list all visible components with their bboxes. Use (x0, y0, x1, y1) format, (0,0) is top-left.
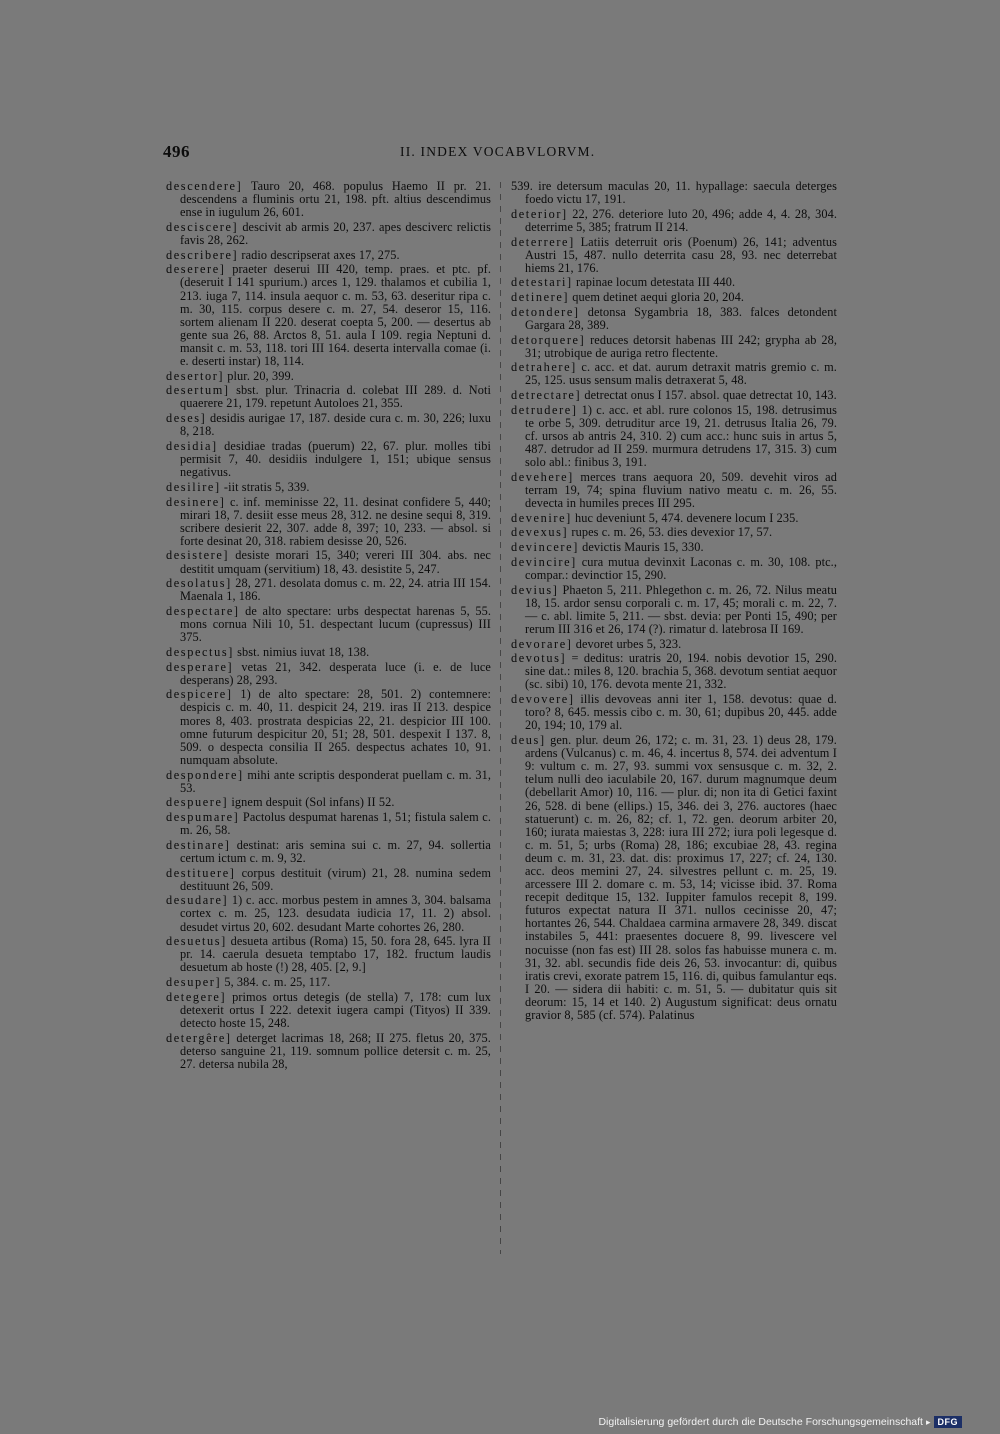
entry-headword: destituere] (166, 865, 236, 880)
dictionary-entry (511, 652, 837, 691)
dictionary-entry (511, 291, 837, 304)
entry-headword: detrectare] (511, 388, 582, 403)
entry-headword: devehere] (511, 469, 574, 484)
dictionary-entry (511, 306, 837, 332)
entry-text: desidis aurigae 17, 187. deside cura c. m. 30, 226; luxu 8, 218. (180, 411, 491, 439)
dictionary-entry (166, 549, 491, 575)
entry-text: ignem despuit (Sol infans) II 52. (231, 795, 395, 810)
entry-text: descivit ab armis 20, 237. apes desciverc relictis favis 28, 262. (180, 219, 491, 247)
left-column (166, 180, 491, 1073)
entry-text: reduces detorsit habenas III 242; grypha ab 28, 31; utrobique de auriga retro flectente. (525, 332, 837, 360)
dictionary-entry (166, 661, 491, 687)
entry-text: 1) c. acc. et abl. rure colonos 15, 198. detrusimus te orbe 5, 309. detruditur arce 19, 21. detrusus Italia 26, 79. cf. ursos ab antris 24, 310. 2) cum acc.: hunc suis in artus 5, 487. detrudor ad II 259. murmura detrudens 17, 315. 3) cum solo abl.: finibus 3, 191. (525, 402, 837, 470)
dictionary-entry (511, 556, 837, 582)
dictionary-entry (511, 584, 837, 636)
dictionary-entry (511, 334, 837, 360)
dictionary-entry (511, 734, 837, 1022)
page-number: 496 (163, 142, 190, 161)
entry-text: vetas 21, 342. desperata luce (i. e. de luce desperans) 28, 293. (180, 659, 491, 687)
entry-text: 22, 276. deteriore luto 20, 496; adde 4, 4. 28, 304. deterrime 5, 385; fratrum II 214. (525, 206, 837, 234)
entry-headword: detrudere] (511, 402, 578, 417)
entry-text: sbst. nimius iuvat 18, 138. (237, 644, 370, 659)
dictionary-entry (166, 605, 491, 644)
entry-text: -iit stratis 5, 339. (223, 479, 310, 494)
dictionary-entry (511, 389, 837, 402)
entry-headword: devincere] (511, 540, 579, 555)
dictionary-entry (166, 221, 491, 247)
dictionary-entry (166, 1032, 491, 1071)
dfg-logo: DFG (934, 1416, 963, 1428)
entry-text: devictis Mauris 15, 330. (582, 540, 704, 555)
footer-credit (598, 1416, 962, 1428)
dictionary-entry (166, 496, 491, 548)
entry-text: c. acc. et dat. aurum detraxit matris gremio c. m. 25, 125. usus sensum malis detraxerat 5, 48. (525, 360, 837, 388)
dictionary-entry (166, 249, 491, 262)
dictionary-entry (166, 796, 491, 809)
column-rule (500, 182, 501, 1254)
dictionary-entry (166, 370, 491, 383)
dictionary-entry (511, 512, 837, 525)
entry-text: sbst. plur. Trinacria d. colebat III 289. d. Noti quaerere 21, 179. repetunt Autoloes 21, 355. (180, 383, 491, 411)
entry-text: desueta artibus (Roma) 15, 50. fora 28, 645. lyra II pr. 14. caerula desueta temptabo 17, 182. fructum laudis desuetum ab hoste (!) 28, 405. [2, 9.] (180, 934, 491, 975)
dictionary-entry (166, 935, 491, 974)
entry-headword: desistere] (166, 548, 230, 563)
dictionary-entry (166, 180, 491, 219)
entry-text: primos ortus detegis (de stella) 7, 178: cum lux detexerit ortus I 222. detexit iugera campi (Tityos) II 339. detecto hoste 15, 248. (180, 989, 491, 1030)
dictionary-entry (511, 361, 837, 387)
dictionary-entry (511, 693, 837, 732)
dictionary-entry (511, 526, 837, 539)
dictionary-entry (166, 412, 491, 438)
entry-headword: descendere] (166, 179, 243, 193)
entry-headword: despuere] (166, 795, 229, 810)
dictionary-entry (166, 384, 491, 410)
entry-text: illis devoveas anni iter 1, 158. devotus: quae d. toro? 8, 645. messis cibo c. m. 30, 61; dupibus 20, 445. adde 20, 194; 10, 179 al. (525, 692, 837, 733)
entry-headword: despectare] (166, 604, 240, 619)
entry-headword: detondere] (511, 304, 580, 319)
entry-text: 539. ire detersum maculas 20, 11. hypallage: saecula deterges foedo victu 17, 191. (511, 179, 837, 207)
entry-text: 1) de alto spectare: 28, 501. 2) contemnere: despicis c. m. 40, 11. despicit 24, 219. iras II 213. despice mores 8, 403. prostrata despicias 22, 21. despicior III 100. omne futurum despicitur 20, 51; 28, 501. despexit I 137. 8, 509. o despecta consilia II 265. despectus achates 10, 91. numquam absolute. (180, 687, 491, 767)
entry-headword: deserere] (166, 262, 226, 277)
entry-headword: deus] (511, 733, 546, 748)
entry-text: 28, 271. desolata domus c. m. 22, 24. atria III 154. Maenala 1, 186. (180, 576, 491, 604)
entry-text: 5, 384. c. m. 25, 117. (224, 975, 331, 990)
entry-headword: devovere] (511, 692, 575, 707)
entry-headword: deterrere] (511, 234, 575, 249)
dictionary-entry (166, 263, 491, 368)
dictionary-entry (166, 577, 491, 603)
entry-headword: deses] (166, 411, 207, 426)
entry-headword: devincire] (511, 554, 577, 569)
entry-headword: despondere] (166, 767, 244, 782)
entry-text: Latiis deterruit oris (Poenum) 26, 141; adventus Austri 15, 487. nullo deterrita casu 28, 93. nec deterrebat hiems 21, 176. (525, 234, 837, 275)
dictionary-entry (166, 976, 491, 989)
entry-headword: deterior] (511, 206, 568, 221)
entry-text: devoret urbes 5, 323. (575, 636, 682, 651)
entry-text: desiste morari 15, 340; vereri III 304. abs. nec destitit umquam (servitium) 18, 43. desistite 5, 247. (180, 548, 491, 576)
arrow-icon: ▸ (925, 1416, 931, 1427)
entry-text: detonsa Sygambria 18, 383. falces detondent Gargara 28, 389. (525, 304, 837, 332)
entry-text: mihi ante scriptis desponderat puellam c. m. 31, 53. (180, 767, 491, 795)
entry-headword: despumare] (166, 810, 240, 824)
dictionary-entry (511, 638, 837, 651)
entry-headword: despectus] (166, 644, 234, 659)
entry-headword: devorare] (511, 636, 573, 651)
entry-text: cura mutua devinxit Laconas c. m. 30, 108. ptc., compar.: devinctior 15, 290. (525, 554, 837, 582)
entry-headword: desinere] (166, 494, 226, 509)
entry-text: detrectat onus I 157. absol. quae detrectat 10, 143. (584, 388, 837, 403)
entry-headword: desciscere] (166, 219, 239, 234)
dictionary-entry (511, 236, 837, 275)
running-head: II. INDEX VOCABVLORVM. (400, 144, 596, 159)
dictionary-entry (166, 991, 491, 1030)
dictionary-entry (511, 471, 837, 510)
entry-text: desidiae tradas (puerum) 22, 67. plur. molles tibi permisit 7, 40. desidiis indulgere 1, 151; ubique sensus negativus. (180, 438, 491, 480)
entry-headword: devenire] (511, 510, 572, 525)
dictionary-entry (166, 867, 491, 893)
dictionary-entry (511, 276, 837, 289)
entry-headword: desudare] (166, 893, 229, 908)
entry-text: praeter deserui III 420, temp. praes. et ptc. pf. (deseruit I 141 spurium.) arces 1, 129. thalamos et cubilia 1, 213. iuga 7, 114. insula aequor c. m. 53, 63. deseritur ripa c. m. 30, 115. corpus desere c. m. 27, 54. deseror 15, 116. sortem alienam II 220. deserat coepta 5, 200. — desertus ab gente sua 26, 88. Arctos 8, 51. aula I 109. regia Neptuni d. mansit c. m. 53, 118. tori III 164. deserta intervalla comae (i. e. deserti instar) 18, 114. (180, 262, 491, 368)
entry-headword: detestari] (511, 275, 573, 290)
dictionary-entry (511, 541, 837, 554)
entry-headword: destinare] (166, 837, 231, 852)
entry-headword: desertum] (166, 383, 230, 398)
entry-headword: desidia] (166, 438, 218, 453)
entry-text: Tauro 20, 468. populus Haemo II pr. 21. descendens a fluminis ortu 21, 198. pft. altius descendimus ense in iugulum 26, 601. (180, 179, 492, 220)
entry-headword: desolatus] (166, 576, 232, 591)
entry-headword: detinere] (511, 290, 570, 305)
entry-text: = deditus: uratris 20, 194. nobis devotior 15, 290. sine dat.: miles 8, 120. brachia 5, 368. devotum sentiat aequor (sc. sibi) 10, 176. devota mente 21, 332. (525, 651, 837, 692)
dictionary-entry (166, 481, 491, 494)
entry-headword: detorquere] (511, 332, 586, 347)
entry-text: gen. plur. deum 26, 172; c. m. 31, 23. 1) deus 28, 179. ardens (Vulcanus) c. m. 46, 4. incertus 8, 574. dei adventum I 9: vultum c. m. 27, 93. summi vox sensusque c. m. 32, 2. telum nulli deo iaculabile 20, 167. durum magnumque deum (debellarit Amor) 10, 116. — plur. di; non ita di Getici faxint 26, 528. di bene (ellips.) 15, 346. dei 3, 276. auctores (haec statuerunt) c. m. 26, 82; cf. 1, 72. gen. deorum arbiter 20, 160; iurata maiestas 3, 228: iura III 272; iura poli legesque d. c. m. 51, 5; urbs (Roma) 28, 186; excubiae 28, 43. regina deum c. m. 31, 23. dat. dis: proximus 17, 227; cf. 24, 130. acc. deos memini 27, 24. silvestres pellunt c. m. 25, 19. arcessere III 2. domare c. m. 53, 14; vicisse ibid. 37. Roma recepit deditque 15, 132. Iuppiter famulos recepit 8, 199. futuros expectat natura II 371. nullos cecinisse 20, 47; hortantes 26, 544. Chaldaea carmina armavere 28, 349. discat instabiles 5, 441: praesentes docuere 8, 99. livescere vel nocuisse (non fas est) III 28. solos fas habuisse munera c. m. 31, 32. abl. secundis fide deis 26, 53. invocantur: di, quibus iratis crevi, exorate patrem 15, 116. di, quibus famulantur eqs. I 20. — sidera dii habiti: c. m. 51, 5. — dubitatur quis sit deorum: 15, 14 et 140. 2) Augustum significat: deus ornatu gravior 8, 585 (cf. 574). Palatinus (525, 733, 837, 1022)
dictionary-entry (166, 839, 491, 865)
entry-text: rapinae locum detestata III 440. (575, 275, 736, 290)
entry-text: corpus destituit (virum) 21, 28. numina sedem destituunt 26, 509. (180, 865, 491, 893)
dictionary-entry (511, 208, 837, 234)
dictionary-entry (166, 894, 491, 933)
entry-text: c. inf. meminisse 22, 11. desinat confidere 5, 440; mirari 18, 7. desiit esse meus 28, 312. ne desine sequi 8, 319. scribere desierit 22, 307. adde 8, 397; 10, 233. — absol. si forte desinat 20, 318. rabiem desisse 20, 526. (180, 494, 491, 548)
dictionary-entry (166, 646, 491, 659)
entry-headword: detrahere] (511, 360, 577, 375)
entry-text: huc deveniunt 5, 474. devenere locum I 235. (575, 510, 799, 525)
dictionary-entry (166, 769, 491, 795)
entry-headword: devius] (511, 582, 559, 597)
dictionary-entry (166, 688, 491, 767)
entry-headword: detergêre] (166, 1030, 232, 1045)
dictionary-entry (511, 404, 837, 469)
dictionary-entry (166, 440, 491, 479)
entry-text: destinat: aris semina sui c. m. 27, 94. sollertia certum ictum c. m. 9, 32. (180, 837, 491, 865)
entry-text: Phaeton 5, 211. Phlegethon c. m. 26, 72. Nilus meatu 18, 15. ardor sensu corporali c. m. 17, 45; morali c. m. 22, 7. — c. abl. limite 5, 211. — sbst. devia: per Ponti 15, 490; per rerum III 316 et 26, 174 (?). rimatur d. latebrosa II 169. (525, 582, 837, 636)
entry-headword: desuper] (166, 975, 222, 990)
entry-text: plur. 20, 399. (227, 368, 294, 383)
entry-text: merces trans aequora 20, 509. devehit viros ad terram 19, 74; spina fluvium nativo meatu c. m. 26, 55. devecta in humiles preces III 295. (525, 469, 837, 511)
dictionary-entry (511, 180, 837, 206)
entry-headword: despicere] (166, 687, 233, 702)
entry-text: deterget lacrimas 18, 268; II 275. fletus 20, 375. deterso sanguine 21, 119. somnum pollice detersit c. m. 25, 27. detersa nubila 28, (180, 1030, 491, 1071)
entry-headword: desuetus] (166, 934, 227, 949)
entry-headword: devotus] (511, 651, 567, 666)
entry-text: radio descripserat axes 17, 275. (241, 247, 400, 262)
entry-text: Pactolus despumat harenas 1, 51; fistula salem c. m. 26, 58. (180, 810, 491, 838)
footer-credit-text: Digitalisierung gefördert durch die Deutsche Forschungsgemeinschaft (598, 1416, 923, 1428)
entry-text: de alto spectare: urbs despectat harenas 5, 55. mons cornua Nili 10, 51. despectant lucum (cupressus) III 375. (180, 604, 491, 645)
entry-text: 1) c. acc. morbus pestem in amnes 3, 304. balsama cortex c. m. 25, 123. desudata iudicia 17, 11. 2) absol. desudet virtus 20, 602. desudant Marte cohortes 26, 280. (180, 893, 491, 934)
entry-headword: desilire] (166, 479, 221, 494)
entry-headword: detegere] (166, 989, 227, 1004)
right-column (511, 180, 837, 1024)
entry-text: quem detinet aequi gloria 20, 204. (572, 290, 745, 305)
entry-text: rupes c. m. 26, 53. dies devexior 17, 57. (571, 525, 773, 540)
entry-headword: describere] (166, 247, 239, 262)
entry-headword: devexus] (511, 525, 569, 540)
entry-headword: desertor] (166, 368, 225, 383)
dictionary-entry (166, 811, 491, 837)
entry-headword: desperare] (166, 659, 234, 674)
